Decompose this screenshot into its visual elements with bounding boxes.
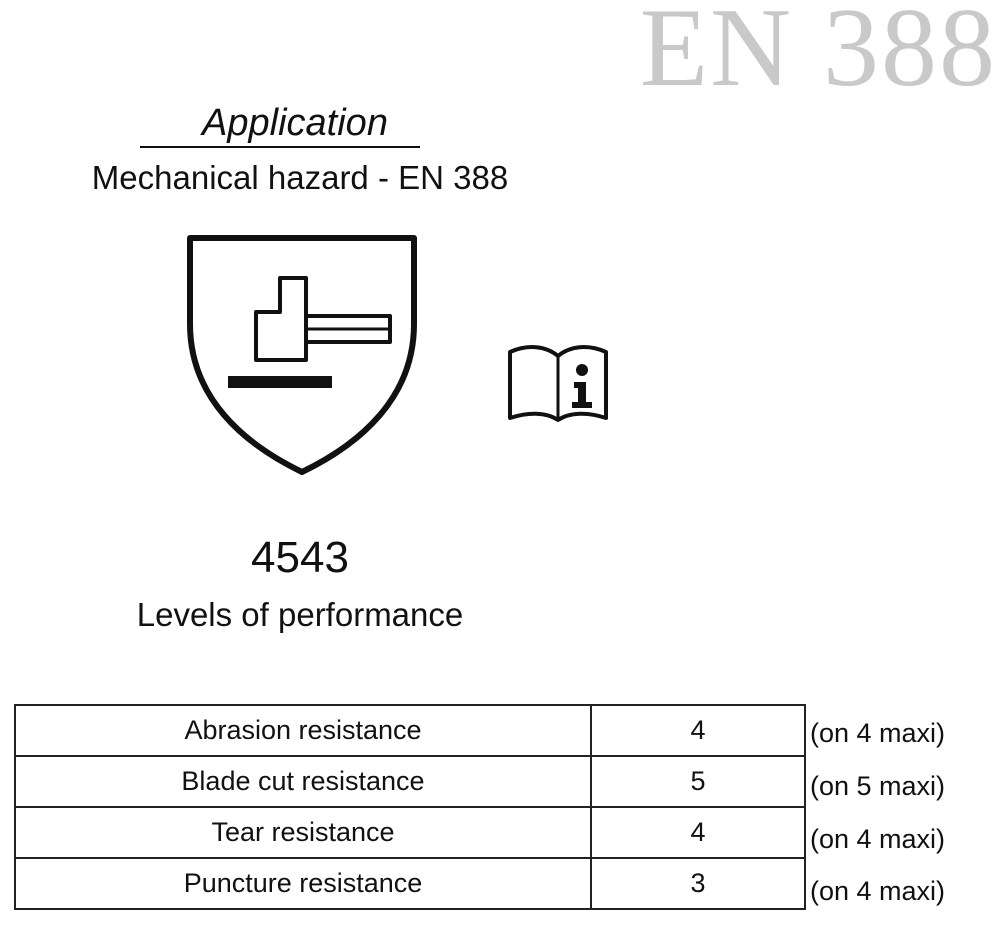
row-max-note: (on 4 maxi)	[810, 718, 946, 748]
row-name: Tear resistance	[15, 807, 591, 858]
row-name: Puncture resistance	[15, 858, 591, 909]
row-name: Blade cut resistance	[15, 756, 591, 807]
row-max-note: (on 5 maxi)	[810, 771, 946, 801]
en388-watermark: EN 388	[639, 0, 997, 110]
table-row	[15, 705, 805, 756]
row-value: 4	[591, 705, 805, 756]
row-value: 3	[591, 858, 805, 909]
read-instructions-book-icon	[504, 338, 612, 424]
performance-code: 4543	[251, 533, 349, 582]
table-row	[15, 858, 805, 909]
mechanical-hazard-shield-icon	[184, 232, 420, 480]
row-name: Abrasion resistance	[15, 705, 591, 756]
application-title: Application	[202, 102, 388, 144]
row-max-note: (on 4 maxi)	[810, 876, 946, 906]
performance-label: Levels of performance	[136, 596, 464, 633]
row-max-note: (on 4 maxi)	[810, 824, 946, 854]
row-value: 4	[591, 807, 805, 858]
title-underline	[140, 146, 420, 148]
table-row	[15, 807, 805, 858]
table-row	[15, 756, 805, 807]
performance-table	[14, 704, 806, 910]
application-subtitle: Mechanical hazard - EN 388	[91, 159, 509, 196]
row-value: 5	[591, 756, 805, 807]
